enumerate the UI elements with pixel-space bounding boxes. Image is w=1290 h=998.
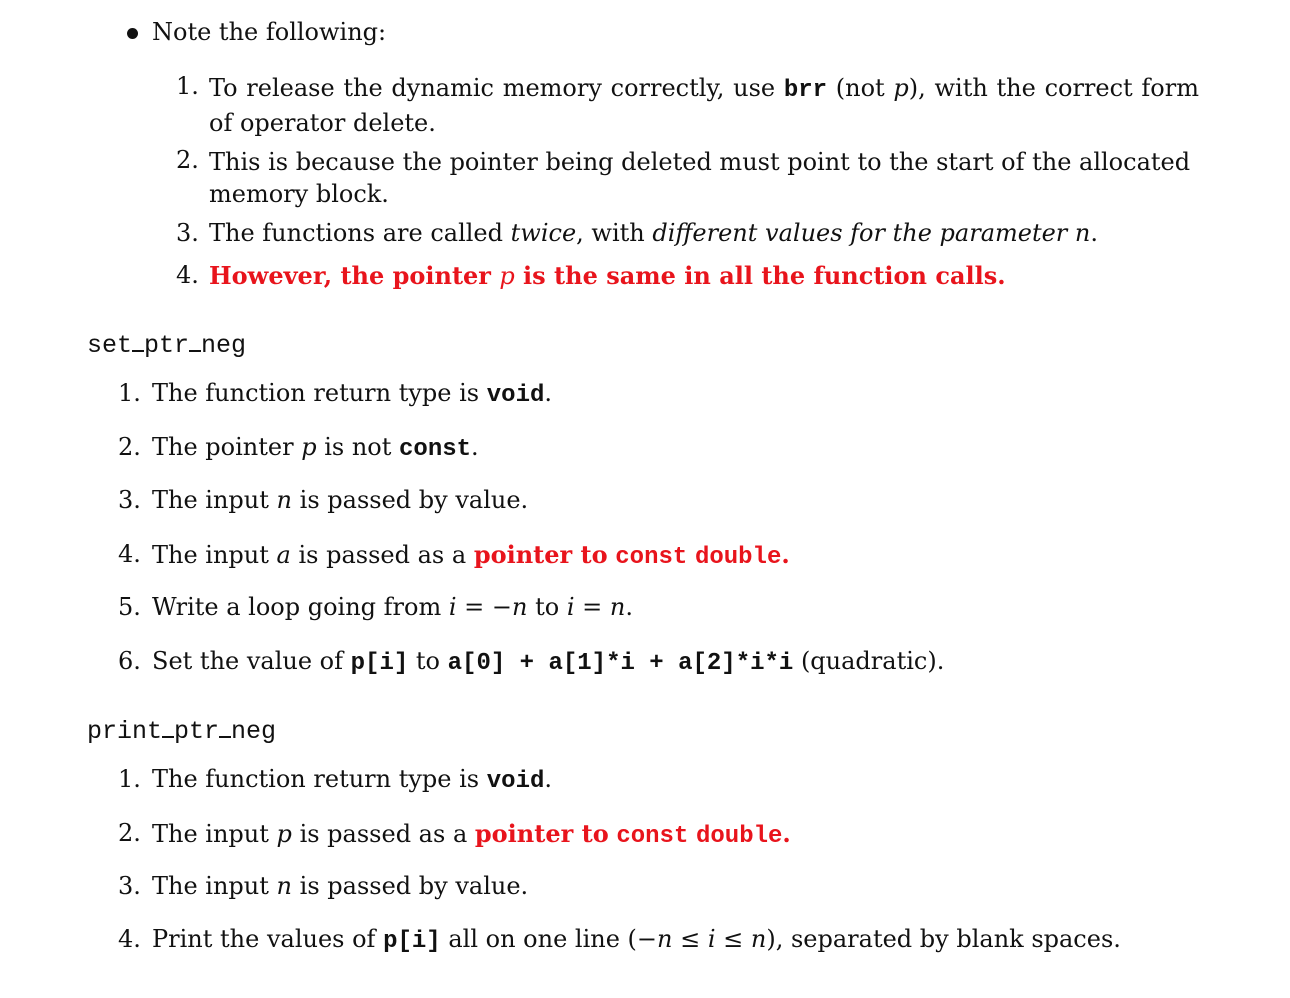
underscore (189, 336, 201, 352)
var: n (276, 486, 293, 514)
intro-item-4-pre: However, the pointer (209, 261, 491, 290)
set-item-5 (152, 593, 633, 621)
intro-item-3-mid: , with (576, 219, 645, 247)
intro-bullet-text: Note the following: (152, 18, 387, 46)
intro-item-4-post: is the same in all the function calls. (523, 261, 1006, 290)
heading-part: ptr (174, 717, 220, 746)
set-item-1 (152, 379, 552, 409)
intro-item-3-var: n (1074, 219, 1091, 247)
intro-item-3-em1: twice (510, 219, 577, 247)
intro-item-3-num: 3. (176, 219, 199, 247)
intro-item-2-text: This is because the pointer being deleted must point to the start of the allocated memory block. (209, 148, 1191, 208)
code: void (486, 768, 545, 795)
text: is passed by value. (299, 486, 529, 514)
text: is passed by value. (299, 872, 529, 900)
text: is passed as a (299, 820, 468, 848)
intro-item-1-var: p (893, 74, 909, 102)
intro-item-1-code: brr (783, 77, 828, 104)
print-item-1 (152, 765, 552, 795)
text: (quadratic). (800, 647, 945, 675)
intro-item-1 (209, 72, 1199, 139)
highlight: pointer to (474, 819, 609, 848)
print-item-4 (152, 925, 1121, 955)
code: a[0] + a[1]*i + a[2]*i*i (447, 650, 794, 677)
highlight: pointer to (473, 540, 608, 569)
intro-item-1-pre: To release the dynamic memory correctly, use (209, 74, 776, 102)
highlight: . (782, 819, 791, 848)
text: is not (324, 433, 392, 461)
heading-part: print (87, 717, 163, 746)
text: Write a loop going from (152, 593, 442, 621)
intro-item-1-post: ), with the correct form of operator delete. (209, 74, 1199, 137)
heading-part: set (87, 331, 133, 360)
heading-part: ptr (144, 331, 190, 360)
intro-item-4-var: p (499, 262, 515, 290)
set-item-6 (152, 647, 944, 677)
section-heading-set-ptr-neg (87, 331, 246, 360)
code: void (486, 382, 545, 409)
var: p (276, 820, 292, 848)
underscore (162, 722, 174, 738)
var: p (301, 433, 317, 461)
math: i = n (566, 593, 626, 621)
intro-item-4-num: 4. (176, 261, 199, 289)
math: −n ≤ i ≤ n (636, 925, 767, 953)
text: The function return type is (152, 379, 480, 407)
text: The input (152, 541, 269, 569)
text: to (535, 593, 560, 621)
var: n (276, 872, 293, 900)
text: is passed as a (298, 541, 467, 569)
intro-item-3-em2: different values for the parameter (652, 219, 1068, 247)
text: Set the value of (152, 647, 344, 675)
print-item-2 (152, 819, 791, 850)
print-item-4-num: 4. (118, 925, 141, 953)
print-item-2-num: 2. (118, 819, 141, 847)
highlight-code: const (616, 823, 689, 850)
math: i = −n (448, 593, 528, 621)
highlight-code: const (615, 544, 688, 571)
set-item-5-num: 5. (118, 593, 141, 621)
intro-item-2-num: 2. (176, 146, 199, 174)
text: The input (152, 820, 269, 848)
code: p[i] (350, 650, 409, 677)
heading-part: neg (201, 331, 247, 360)
underscore (132, 336, 144, 352)
var: a (276, 541, 291, 569)
text: The function return type is (152, 765, 480, 793)
highlight-code: double (696, 823, 783, 850)
intro-item-1-num: 1. (176, 72, 199, 100)
set-item-4 (152, 540, 790, 571)
text: The input (152, 486, 269, 514)
print-item-3 (152, 872, 528, 900)
text: ), separated by blank spaces. (766, 925, 1121, 953)
heading-part: neg (231, 717, 277, 746)
text: . (544, 379, 553, 407)
intro-item-1-mid: (not (835, 74, 885, 102)
highlight: . (781, 540, 790, 569)
set-item-6-num: 6. (118, 647, 141, 675)
text: . (544, 765, 553, 793)
code: p[i] (383, 928, 441, 955)
underscore (219, 722, 231, 738)
text: Print the values of (152, 925, 376, 953)
highlight-code: double (694, 544, 782, 571)
print-item-1-num: 1. (118, 765, 141, 793)
intro-item-3-post: . (1090, 219, 1099, 247)
set-item-3 (152, 486, 528, 514)
code: const (399, 436, 472, 463)
set-item-3-num: 3. (118, 486, 141, 514)
intro-item-3-pre: The functions are called (209, 219, 503, 247)
text: all on one line ( (448, 925, 637, 953)
set-item-2-num: 2. (118, 433, 141, 461)
set-item-4-num: 4. (118, 540, 141, 568)
intro-item-3 (209, 219, 1098, 247)
text: The input (152, 872, 269, 900)
bullet-icon (127, 28, 138, 39)
text: . (471, 433, 479, 461)
text: The pointer (152, 433, 294, 461)
text: to (415, 647, 440, 675)
text: . (625, 593, 633, 621)
set-item-2 (152, 433, 479, 463)
section-heading-print-ptr-neg (87, 717, 276, 746)
print-item-3-num: 3. (118, 872, 141, 900)
intro-item-4 (209, 261, 1006, 290)
set-item-1-num: 1. (118, 379, 141, 407)
